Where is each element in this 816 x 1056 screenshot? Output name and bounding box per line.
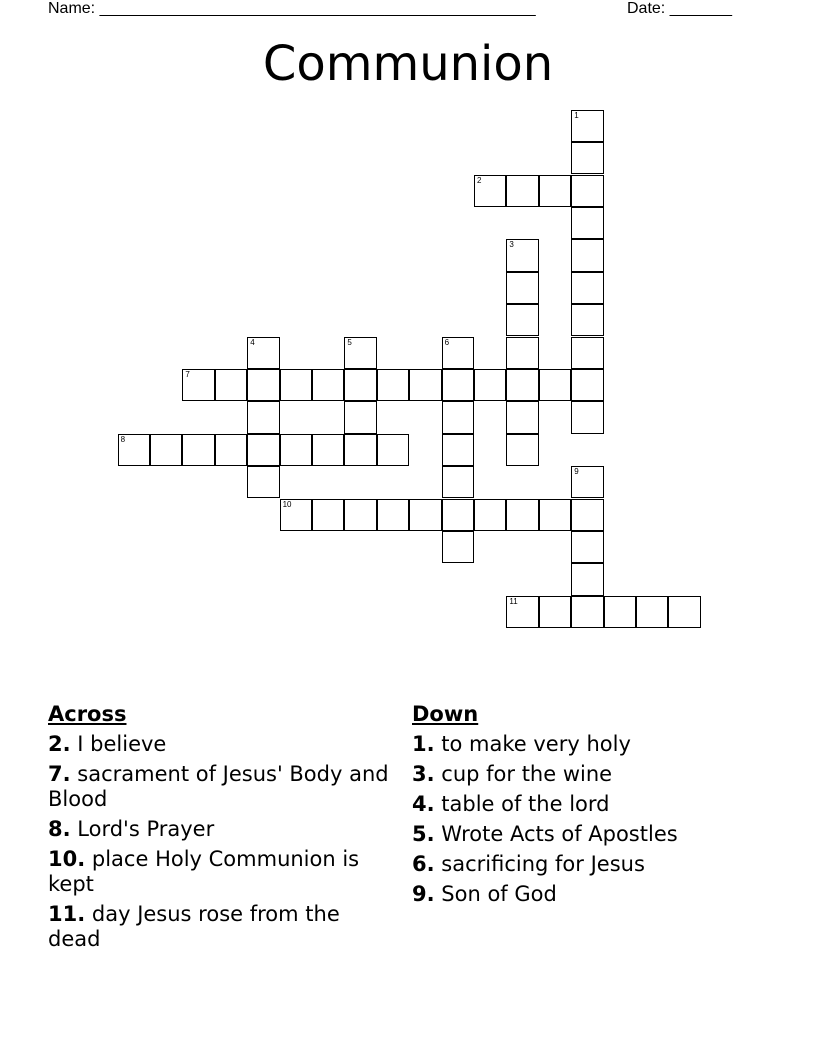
down-clues — [412, 702, 772, 912]
grid-cell[interactable] — [182, 369, 214, 401]
grid-cell[interactable] — [247, 466, 279, 498]
clue-number-label: 6. — [412, 852, 435, 876]
grid-cell[interactable] — [182, 434, 214, 466]
grid-cell[interactable] — [215, 434, 247, 466]
grid-cell[interactable] — [571, 466, 603, 498]
grid-cell[interactable] — [312, 369, 344, 401]
grid-cell[interactable] — [571, 369, 603, 401]
clue-text: Lord's Prayer — [77, 817, 215, 841]
clue-text: to make very holy — [441, 732, 631, 756]
grid-cell[interactable] — [571, 175, 603, 207]
clue-number: 2 — [477, 175, 482, 185]
grid-cell[interactable] — [604, 596, 636, 628]
name-field-label: Name: _________________________________________________ — [48, 0, 536, 17]
clue-number: 5 — [347, 337, 352, 347]
grid-cell[interactable] — [474, 175, 506, 207]
across-clue — [48, 817, 393, 842]
grid-cell[interactable] — [474, 499, 506, 531]
grid-cell[interactable] — [312, 499, 344, 531]
grid-cell[interactable] — [571, 596, 603, 628]
grid-cell[interactable] — [474, 369, 506, 401]
grid-cell[interactable] — [442, 499, 474, 531]
down-heading: Down — [412, 702, 479, 726]
clue-text: Son of God — [441, 882, 557, 906]
grid-cell[interactable] — [571, 563, 603, 595]
grid-cell[interactable] — [506, 401, 538, 433]
grid-cell[interactable] — [215, 369, 247, 401]
down-clue — [412, 822, 772, 847]
clue-text: I believe — [77, 732, 167, 756]
clue-number: 9 — [574, 467, 579, 477]
grid-cell[interactable] — [344, 499, 376, 531]
clue-number-label: 10. — [48, 847, 86, 871]
grid-cell[interactable] — [344, 337, 376, 369]
across-clue — [48, 762, 393, 812]
grid-cell[interactable] — [571, 207, 603, 239]
grid-cell[interactable] — [377, 499, 409, 531]
grid-cell[interactable] — [539, 499, 571, 531]
clue-text: day Jesus rose from the dead — [48, 902, 340, 951]
grid-cell[interactable] — [506, 499, 538, 531]
grid-cell[interactable] — [247, 434, 279, 466]
clue-number: 11 — [509, 596, 518, 606]
clue-number: 4 — [250, 337, 255, 347]
clue-number: 1 — [574, 110, 579, 120]
clue-number-label: 5. — [412, 822, 435, 846]
grid-cell[interactable] — [409, 369, 441, 401]
across-clue — [48, 902, 393, 952]
down-clue-list — [412, 732, 772, 907]
clue-number-label: 8. — [48, 817, 71, 841]
clue-text: place Holy Communion is kept — [48, 847, 360, 896]
clue-number-label: 11. — [48, 902, 86, 926]
clue-text: table of the lord — [441, 792, 610, 816]
down-clue — [412, 792, 772, 817]
grid-cell[interactable] — [571, 304, 603, 336]
clue-number: 6 — [444, 337, 450, 347]
grid-cell[interactable] — [442, 337, 474, 369]
clue-number-label: 9. — [412, 882, 435, 906]
clue-text: sacrament of Jesus' Body and Blood — [48, 762, 389, 811]
down-clue — [412, 882, 772, 907]
grid-cell[interactable] — [247, 401, 279, 433]
grid-cell[interactable] — [571, 401, 603, 433]
grid-cell[interactable] — [539, 369, 571, 401]
grid-cell[interactable] — [506, 239, 538, 271]
grid-cell[interactable] — [280, 434, 312, 466]
clue-number: 10 — [282, 499, 292, 509]
grid-cell[interactable] — [442, 466, 474, 498]
down-clue — [412, 852, 772, 877]
grid-cell[interactable] — [442, 434, 474, 466]
grid-cell[interactable] — [571, 337, 603, 369]
grid-cell[interactable] — [312, 434, 344, 466]
clue-number-label: 2. — [48, 732, 71, 756]
across-heading: Across — [48, 702, 127, 726]
grid-cell[interactable] — [247, 369, 279, 401]
across-clue — [48, 732, 393, 757]
grid-cell[interactable] — [571, 110, 603, 142]
grid-cell[interactable] — [506, 175, 538, 207]
clue-number-label: 4. — [412, 792, 435, 816]
grid-cell[interactable] — [539, 596, 571, 628]
grid-cell[interactable] — [571, 142, 603, 174]
puzzle-title: Communion — [262, 36, 554, 92]
grid-cell[interactable] — [344, 369, 376, 401]
grid-cell[interactable] — [280, 499, 312, 531]
grid-cell[interactable] — [506, 369, 538, 401]
grid-cell[interactable] — [344, 434, 376, 466]
grid-cell[interactable] — [280, 369, 312, 401]
clue-number: 3 — [509, 240, 514, 250]
grid-cell[interactable] — [506, 434, 538, 466]
clue-number-label: 7. — [48, 762, 71, 786]
clue-text: cup for the wine — [441, 762, 613, 786]
grid-cell[interactable] — [571, 272, 603, 304]
grid-cell[interactable] — [571, 531, 603, 563]
grid-cell[interactable] — [377, 434, 409, 466]
clue-number: 8 — [120, 434, 126, 444]
grid-cell[interactable] — [377, 369, 409, 401]
grid-cell[interactable] — [571, 499, 603, 531]
grid-cell[interactable] — [118, 434, 150, 466]
date-field-label: Date: _______ — [627, 0, 732, 17]
grid-cell[interactable] — [506, 304, 538, 336]
grid-cell[interactable] — [571, 239, 603, 271]
grid-cell[interactable] — [442, 531, 474, 563]
clue-text: Wrote Acts of Apostles — [441, 822, 678, 846]
grid-cell[interactable] — [636, 596, 668, 628]
grid-cell[interactable] — [247, 337, 279, 369]
grid-cell[interactable] — [344, 401, 376, 433]
down-clue — [412, 732, 772, 757]
grid-cell[interactable] — [150, 434, 182, 466]
clue-number-label: 3. — [412, 762, 435, 786]
grid-cell[interactable] — [442, 369, 474, 401]
grid-cell[interactable] — [506, 337, 538, 369]
across-clue — [48, 847, 393, 897]
clue-number: 7 — [185, 369, 190, 379]
grid-cell[interactable] — [506, 272, 538, 304]
grid-cell[interactable] — [506, 596, 538, 628]
grid-cell[interactable] — [409, 499, 441, 531]
across-clue-list — [48, 732, 393, 952]
across-clues — [48, 702, 393, 957]
grid-cell[interactable] — [539, 175, 571, 207]
down-clue — [412, 762, 772, 787]
clue-number-label: 1. — [412, 732, 435, 756]
grid-cell[interactable] — [442, 401, 474, 433]
clue-text: sacrificing for Jesus — [441, 852, 645, 876]
grid-cell[interactable] — [668, 596, 700, 628]
